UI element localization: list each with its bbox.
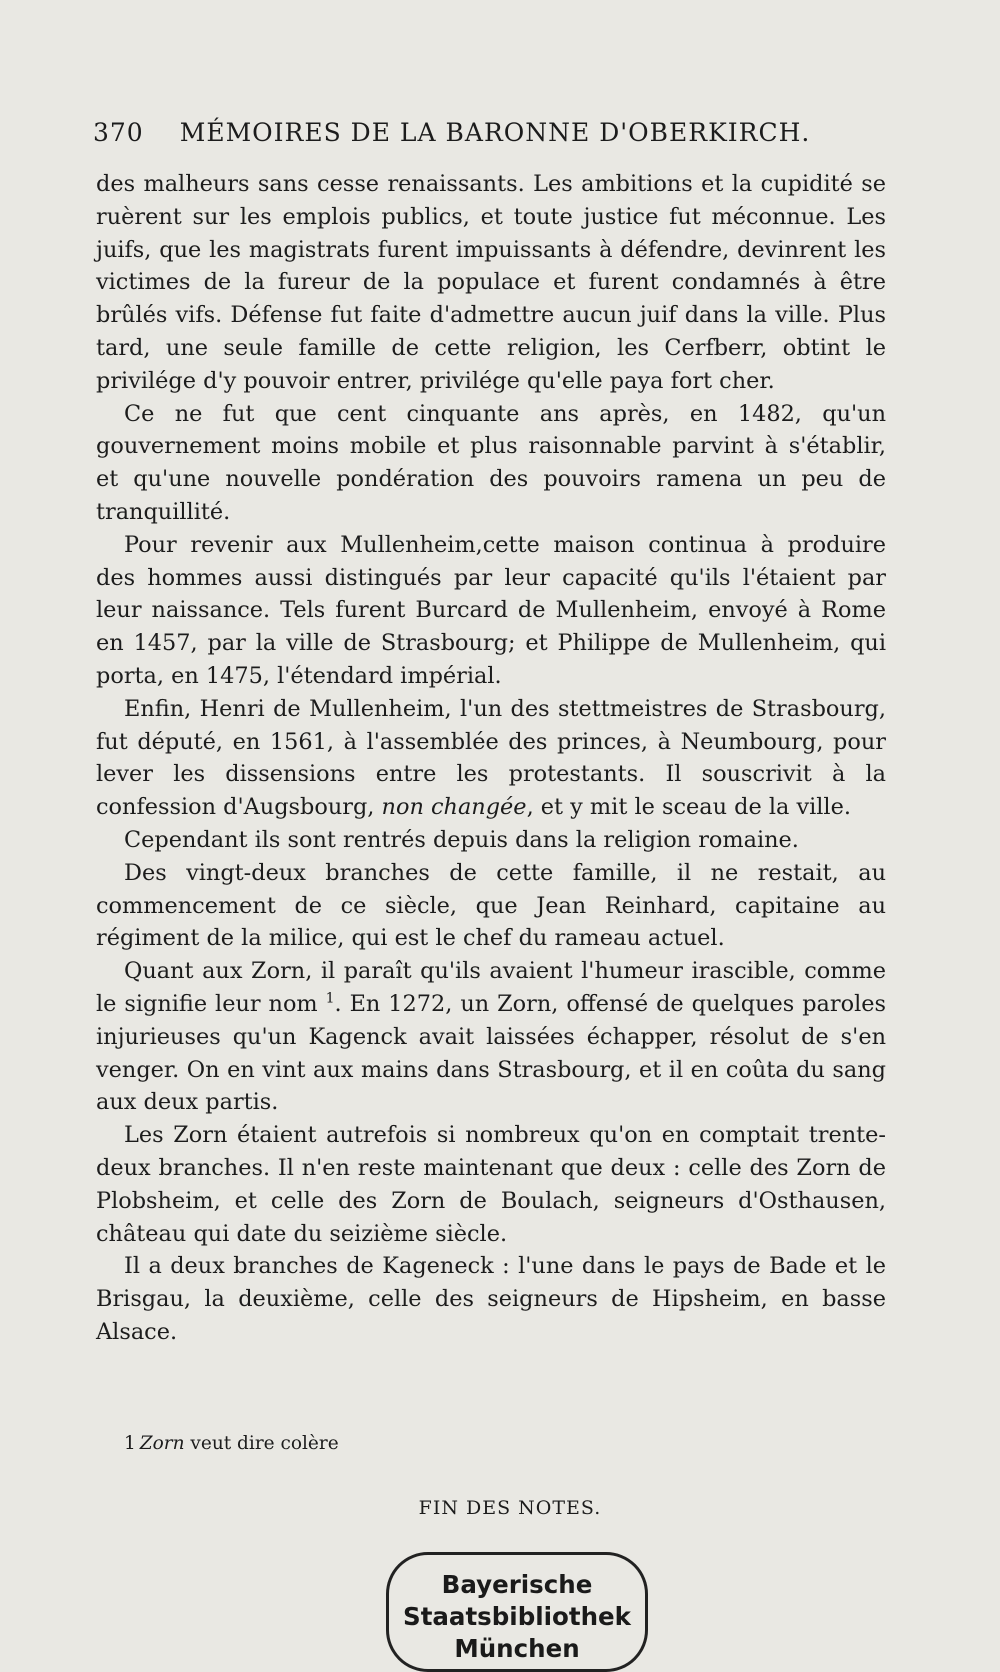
henri-text-before: Enfin, Henri de Mullenheim, l'un des stettmeistres de Strasbourg, fut député, en 1561, à l'assemblée des princes, à Neumbourg, pour lever les dissensions entre les protestants. Il souscrivit à la confession d'Augsbourg, (96, 695, 886, 821)
henri-text-after: , et y mit le sceau de la ville. (526, 794, 851, 821)
stamp-line-3: München (454, 1634, 580, 1663)
paragraph-jews: des malheurs sans cesse renaissants. Les ambitions et la cupidité se ruèrent sur les emplois publics, et toute justice fut méconnue. Les juifs, que les magistrats furent impuissants à défendre, devinrent les victimes de la fureur de la populace et furent condamnés à être brûlés vifs. Défense fut faite d'admettre aucun juif dans la ville. Plus tard, une seule famille de cette religion, les Cerfberr, obtint le privilége d'y pouvoir entrer, privilége qu'elle paya fort cher. (96, 171, 886, 394)
henri-italic-phrase: non changée (381, 794, 527, 821)
paragraph-mullenheim: Pour revenir aux Mullenheim,cette maison continua à produire des hommes aussi distingués par leur capacité qu'ils l'étaient par leur naissance. Tels furent Burcard de Mullenheim, envoyé à Rome en 1457, par la ville de Strasbourg; et Philippe de Mullenheim, qui porta, en 1475, l'étendard impérial. (96, 531, 886, 689)
running-header (93, 118, 811, 147)
paragraph-zorn (96, 955, 886, 1119)
zorn-text-before: Quant aux Zorn, il paraît qu'ils avaient l'humeur irascible, comme le signifie leur nom (96, 958, 886, 1017)
footnote (124, 1433, 339, 1454)
footnote-mark: 1 (124, 1433, 136, 1454)
page-number: 370 (93, 118, 144, 147)
paragraph-branches: Des vingt-deux branches de cette famille, il ne restait, au commencement de ce siècle, que Jean Reinhard, capitaine au régiment de la milice, qui est le chef du rameau actuel. (96, 859, 886, 952)
library-stamp (386, 1552, 648, 1672)
paragraph-kageneck: Il a deux branches de Kageneck : l'une dans le pays de Bade et le Brisgau, la deuxième, celle des seigneurs de Hipsheim, en basse Alsace. (96, 1253, 886, 1345)
footnote-term: Zorn (139, 1433, 185, 1454)
paragraph-henri (96, 693, 886, 824)
end-of-notes-label: FIN DES NOTES. (418, 1497, 602, 1519)
paragraph-1482: Ce ne fut que cent cinquante ans après, en 1482, qu'un gouvernement moins mobile et plus raisonnable parvint à s'établir, et qu'une nouvelle pondération des pouvoirs ramena un peu de tranquillité. (96, 400, 886, 525)
stamp-line-1: Bayerische (441, 1570, 593, 1599)
running-title: MÉMOIRES DE LA BARONNE D'OBERKIRCH. (179, 118, 811, 147)
footnote-reference: 1 (325, 990, 335, 1007)
body-text (96, 168, 886, 1349)
paragraph-zorn-branches: Les Zorn étaient autrefois si nombreux qu'on en comptait trente-deux branches. Il n'en reste maintenant que deux : celle des Zorn de Plobsheim, et celle des Zorn de Boulach, seigneurs d'Osthausen, château qui date du seizième siècle. (96, 1122, 886, 1247)
paragraph-roman-religion: Cependant ils sont rentrés depuis dans la religion romaine. (124, 826, 799, 853)
stamp-line-2: Staatsbibliothek (403, 1602, 631, 1631)
footnote-text: veut dire colère (184, 1433, 339, 1454)
zorn-text-after: . En 1272, un Zorn, offensé de quelques paroles injurieuses qu'un Kagenck avait laissées échapper, résolut de s'en venger. On en vint aux mains dans Strasbourg, et il en coûta du sang aux deux partis. (96, 990, 886, 1116)
